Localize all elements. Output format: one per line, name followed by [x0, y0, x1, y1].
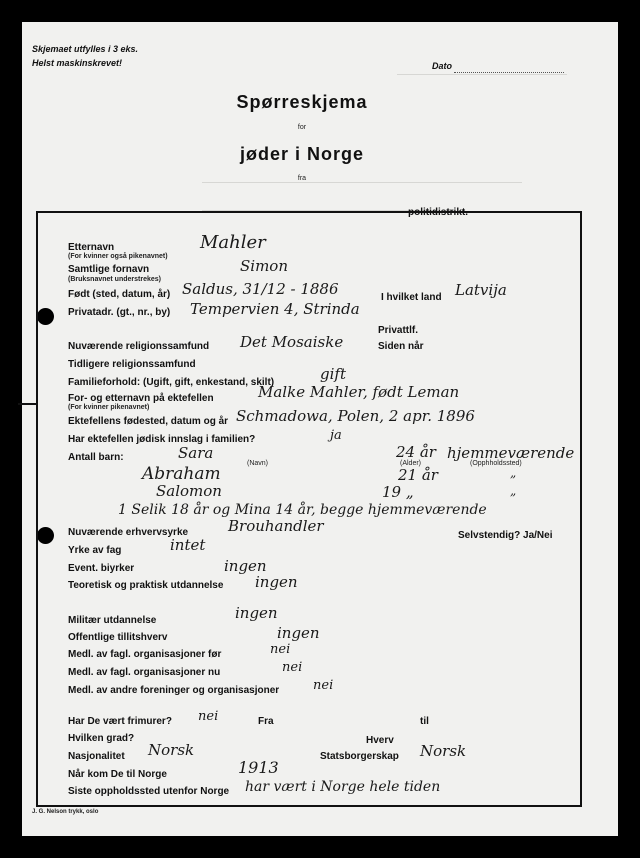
value-ektefelle-navn: Malke Mahler, født Leman: [258, 383, 460, 401]
label-tillitshverv: Offentlige tillitshverv: [68, 632, 168, 643]
label-ektefelle-navn: For- og etternavn på ektefellen: [68, 393, 214, 404]
label-land: I hvilket land: [381, 292, 442, 303]
label-grad: Hvilken grad?: [68, 733, 135, 744]
children-extra: 1 Selik 18 år og Mina 14 år, begge hjemmeværende: [118, 502, 487, 518]
label-fra: Fra: [258, 716, 274, 727]
value-privatadr: Tempervien 4, Strinda: [190, 300, 360, 318]
child-1-name: Sara: [178, 444, 214, 462]
value-fodt: Saldus, 31/12 - 1886: [182, 280, 339, 298]
label-til: til: [420, 716, 429, 727]
value-statsborgerskap: Norsk: [420, 742, 467, 760]
dato-label: Dato: [432, 61, 452, 71]
label-familieforhold: Familieforhold: (Ugift, gift, enkestand, skilt): [68, 377, 275, 388]
form-subtitle: jøder i Norge: [239, 144, 364, 164]
label-biyrker: Event. biyrker: [68, 563, 135, 574]
value-kom-til-norge: 1913: [238, 758, 279, 777]
label-fodt: Født (sted, datum, år): [68, 289, 171, 300]
note-ektefelle-navn: (For kvinner pikenavnet): [68, 404, 150, 411]
label-selvstendig: Selvstendig? Ja/Nei: [458, 530, 553, 541]
child-3-age: 19 „: [382, 483, 414, 501]
value-etternavn: Mahler: [200, 232, 266, 253]
label-kom-til-norge: Når kom De til Norge: [68, 769, 167, 780]
value-siste-opphold: har vært i Norge hele tiden: [245, 779, 441, 795]
col-alder: (Alder): [400, 460, 422, 467]
value-ektefelle-fodested: Schmadowa, Polen, 2 apr. 1896: [236, 407, 475, 425]
value-land: Latvija: [455, 281, 507, 299]
value-yrke-fag: intet: [170, 536, 206, 554]
label-org-nu: Medl. av fagl. organisasjoner nu: [68, 667, 221, 678]
label-ektefelle-jodisk: Har ektefellen jødisk innslag i familien?: [68, 434, 256, 445]
value-militaer: ingen: [235, 604, 278, 622]
value-biyrker: ingen: [224, 557, 267, 575]
label-statsborgerskap: Statsborgerskap: [320, 751, 399, 762]
label-frimurer: Har De vært frimurer?: [68, 716, 172, 727]
label-ektefelle-fodested: Ektefellens fødested, datum og år: [68, 416, 229, 427]
label-privattlf: Privattlf.: [378, 325, 419, 336]
note-fornavn: (Bruksnavnet understrekes): [68, 276, 161, 283]
title-fra: fra: [297, 175, 307, 182]
child-3-name: Salomon: [156, 482, 222, 500]
label-fornavn: Samtlige fornavn: [68, 264, 150, 275]
label-militaer: Militær utdannelse: [68, 615, 157, 626]
value-andre-org: nei: [313, 678, 334, 693]
value-frimurer: nei: [198, 709, 219, 724]
label-siden-nar: Siden når: [378, 341, 424, 352]
label-org-for: Medl. av fagl. organisasjoner før: [68, 649, 222, 660]
label-tidligere-religion: Tidligere religionssamfund: [68, 359, 196, 370]
label-nasjonalitet: Nasjonalitet: [68, 751, 125, 762]
label-religion: Nuværende religionssamfund: [68, 341, 210, 352]
dato-line: [454, 72, 564, 73]
instruction-typewritten: Helst maskinskrevet!: [32, 58, 123, 68]
value-familieforhold: gift: [320, 365, 346, 383]
label-antall-barn: Antall barn:: [68, 452, 124, 463]
value-org-for: nei: [270, 642, 291, 657]
fold-mark: [18, 403, 36, 405]
label-siste-opphold: Siste oppholdssted utenfor Norge: [68, 786, 230, 797]
label-utdannelse: Teoretisk og praktisk utdannelse: [68, 580, 224, 591]
child-1-opphold: hjemmeværende: [447, 444, 575, 462]
note-etternavn: (For kvinner også pikenavnet): [68, 253, 168, 260]
col-opphold: (Opphholdssted): [470, 460, 522, 467]
value-org-nu: nei: [282, 660, 303, 675]
printer-credit: J. G. Nelson trykk, oslo: [32, 809, 99, 815]
value-utdannelse: ingen: [255, 573, 298, 591]
instruction-copies: Skjemaet utfylles i 3 eks.: [32, 44, 139, 54]
title-for: for: [297, 124, 307, 131]
label-etternavn: Etternavn: [68, 242, 115, 253]
label-privatadr: Privatadr. (gt., nr., by): [68, 307, 171, 318]
label-hverv: Hverv: [366, 735, 394, 746]
child-3-opphold: „: [510, 484, 517, 498]
politidistrikt-label: politidistrikt.: [408, 207, 468, 218]
value-ektefelle-jodisk: ja: [330, 428, 342, 443]
value-fornavn: Simon: [240, 257, 288, 275]
label-yrke-fag: Yrke av fag: [68, 545, 122, 556]
label-andre-org: Medl. av andre foreninger og organisasjoner: [68, 685, 280, 696]
form-title: Spørreskjema: [236, 92, 368, 112]
child-2-name: Abraham: [142, 464, 221, 484]
value-erhvervsyrke: Brouhandler: [228, 517, 324, 535]
child-1-age: 24 år: [396, 443, 436, 461]
value-nasjonalitet: Norsk: [148, 741, 195, 759]
child-2-opphold: „: [510, 466, 517, 480]
value-tillitshverv: ingen: [277, 624, 320, 642]
child-2-age: 21 år: [398, 466, 438, 484]
value-religion: Det Mosaiske: [240, 333, 344, 351]
col-navn: (Navn): [247, 460, 269, 467]
label-erhvervsyrke: Nuværende erhvervsyrke: [68, 527, 189, 538]
